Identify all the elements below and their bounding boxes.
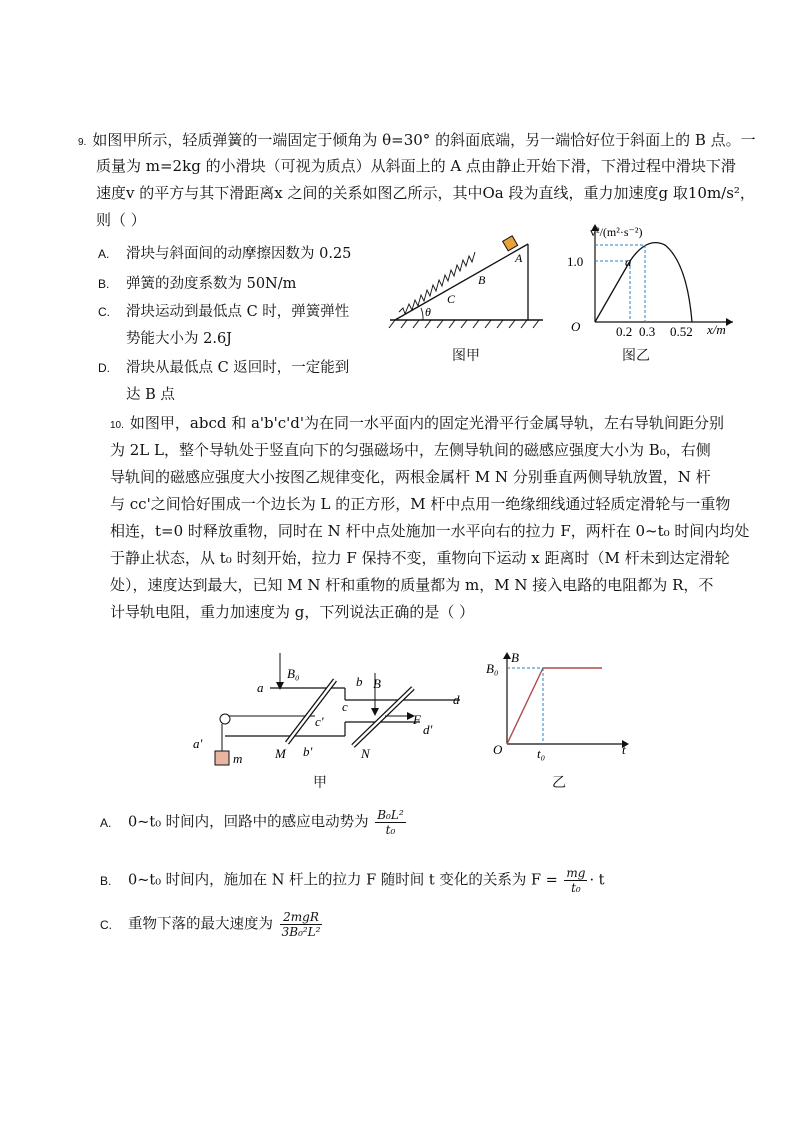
svg-text:t: t [622,742,626,757]
q9-line-3: 速度v 的平方与其下滑距离x 之间的关系如图乙所示，其中Oa 段为直线，重力加速度g 取10m/s²， [96,184,755,202]
q9-option-d-cont: 达 B 点 [126,387,175,403]
q10-number: 10. [110,420,124,431]
q10-line-4: 与 cc'之间恰好围成一个边长为 L 的正方形，M 杆中点用一绝缘细线通过轻质定滑轮与一重物 [110,495,731,513]
q10-line-3: 导轨间的磁感应强度大小按图乙规律变化，两根金属杆 M N 分别垂直两侧导轨放置，N 杆 [110,468,711,486]
svg-text:a': a' [193,736,203,751]
svg-text:A: A [515,251,523,265]
svg-text:F: F [413,712,421,727]
q9-option-c-cont: 势能大小为 2.6J [126,331,232,347]
q10-line-5: 相连，t=0 时释放重物，同时在 N 杆中点处施加一水平向右的拉力 F，两杆在 0~t₀ 时间内均处 [110,522,750,540]
svg-text:a: a [257,680,264,695]
svg-text:M: M [275,746,286,761]
svg-text:B: B [373,676,381,691]
q10-fig-yi-caption: 乙 [552,775,566,791]
svg-text:m: m [233,751,243,766]
fraction: $\frac{\text{B₀L²}}{\text{t₀}}$ [377,808,404,837]
svg-text:c': c' [315,714,324,729]
q10-line-8: 计导轨电阻，重力加速度为 g，下列说法正确的是（ ） [110,603,475,621]
q10-option-c[interactable]: C. 重物下落的最大速度为 $\frac{\text{2mgR}}{\text{3B₀²L²}}$ [100,910,321,939]
q10-option-b[interactable]: B. 0~t₀ 时间内，施加在 N 杆上的拉力 F 随时间 t 变化的关系为 F = $\frac{mg}{\text{t₀}}$ · t [100,866,605,895]
q9-line-1: 9. 如图甲所示，轻质弹簧的一端固定于倾角为 θ=30° 的斜面底端，另一端恰好位于斜面上的 B 点。一 [78,131,756,149]
svg-text:v²/(m²·s⁻²): v²/(m²·s⁻²) [590,225,643,239]
rails-diagram [185,648,475,773]
q10-line-7: 处），速度达到最大，已知 M N 杆和重物的质量都为 m，M N 接入电路的电阻都为 R，不 [110,576,714,594]
q9-fig-yi-caption: 图乙 [622,348,650,364]
svg-text:N: N [361,746,370,761]
svg-text:0.52: 0.52 [670,324,693,339]
svg-text:O: O [493,742,503,757]
svg-text:b: b [356,674,363,689]
svg-text:c: c [342,699,348,714]
svg-text:B₀: B₀ [287,666,300,681]
q9-option-b[interactable]: B. 弹簧的劲度系数为 50N/m [98,276,297,292]
svg-text:1.0: 1.0 [567,254,584,269]
fraction: $\frac{\text{2mgR}}{\text{3B₀²L²}}$ [281,910,321,939]
incline-diagram [385,232,550,332]
b-t-graph [485,648,635,763]
v2-x-graph [565,218,745,343]
svg-text:C: C [447,292,456,306]
svg-text:B: B [478,273,486,287]
q10-line-1: 10. 如图甲，abcd 和 a'b'c'd'为在同一水平面内的固定光滑平行金属导轨，左右导轨间距分别 [110,414,725,432]
q9-number: 9. [78,137,87,148]
q9-option-a[interactable]: A. 滑块与斜面间的动摩擦因数为 0.25 [98,246,352,262]
svg-text:d: d [453,692,460,707]
slider-block [503,236,518,251]
weight-block [215,751,229,765]
q9-option-c[interactable]: C. 滑块运动到最低点 C 时，弹簧弹性 [98,304,350,320]
q10-fig-jia-caption: 甲 [313,775,327,791]
svg-text:B: B [511,650,519,665]
q9-line-4: 则（ ） [96,211,146,229]
q9-option-d[interactable]: D. 滑块从最低点 C 返回时，一定能到 [98,360,350,376]
svg-text:O: O [571,319,581,334]
q10-line-2: 为 2L L，整个导轨处于竖直向下的匀强磁场中，左侧导轨间的磁感应强度大小为 B₀，右侧 [110,441,711,459]
svg-text:a: a [625,254,632,269]
fraction: $\frac{mg}{\text{t₀}}$ [566,866,586,895]
svg-text:B₀: B₀ [486,661,499,676]
q10-option-a[interactable]: A. 0~t₀ 时间内，回路中的感应电动势为 $\frac{\text{B₀L²}}{\text{t₀}}$ [100,808,404,837]
svg-text:0.2: 0.2 [616,324,633,339]
q9-line-2: 质量为 m=2kg 的小滑块（可视为质点）从斜面上的 A 点由静止开始下滑，下滑过程中滑块下滑 [96,157,736,175]
q10-line-6: 于静止状态，从 t₀ 时刻开始，拉力 F 保持不变，重物向下运动 x 距离时（M 杆未到达定滑轮 [110,549,730,567]
svg-text:d': d' [423,722,433,737]
svg-text:b': b' [303,744,313,759]
q9-fig-jia-caption: 图甲 [452,348,480,364]
svg-text:t₀: t₀ [537,746,546,761]
svg-text:θ: θ [425,305,431,319]
svg-text:0.3: 0.3 [639,324,656,339]
svg-text:x/m: x/m [707,322,726,337]
